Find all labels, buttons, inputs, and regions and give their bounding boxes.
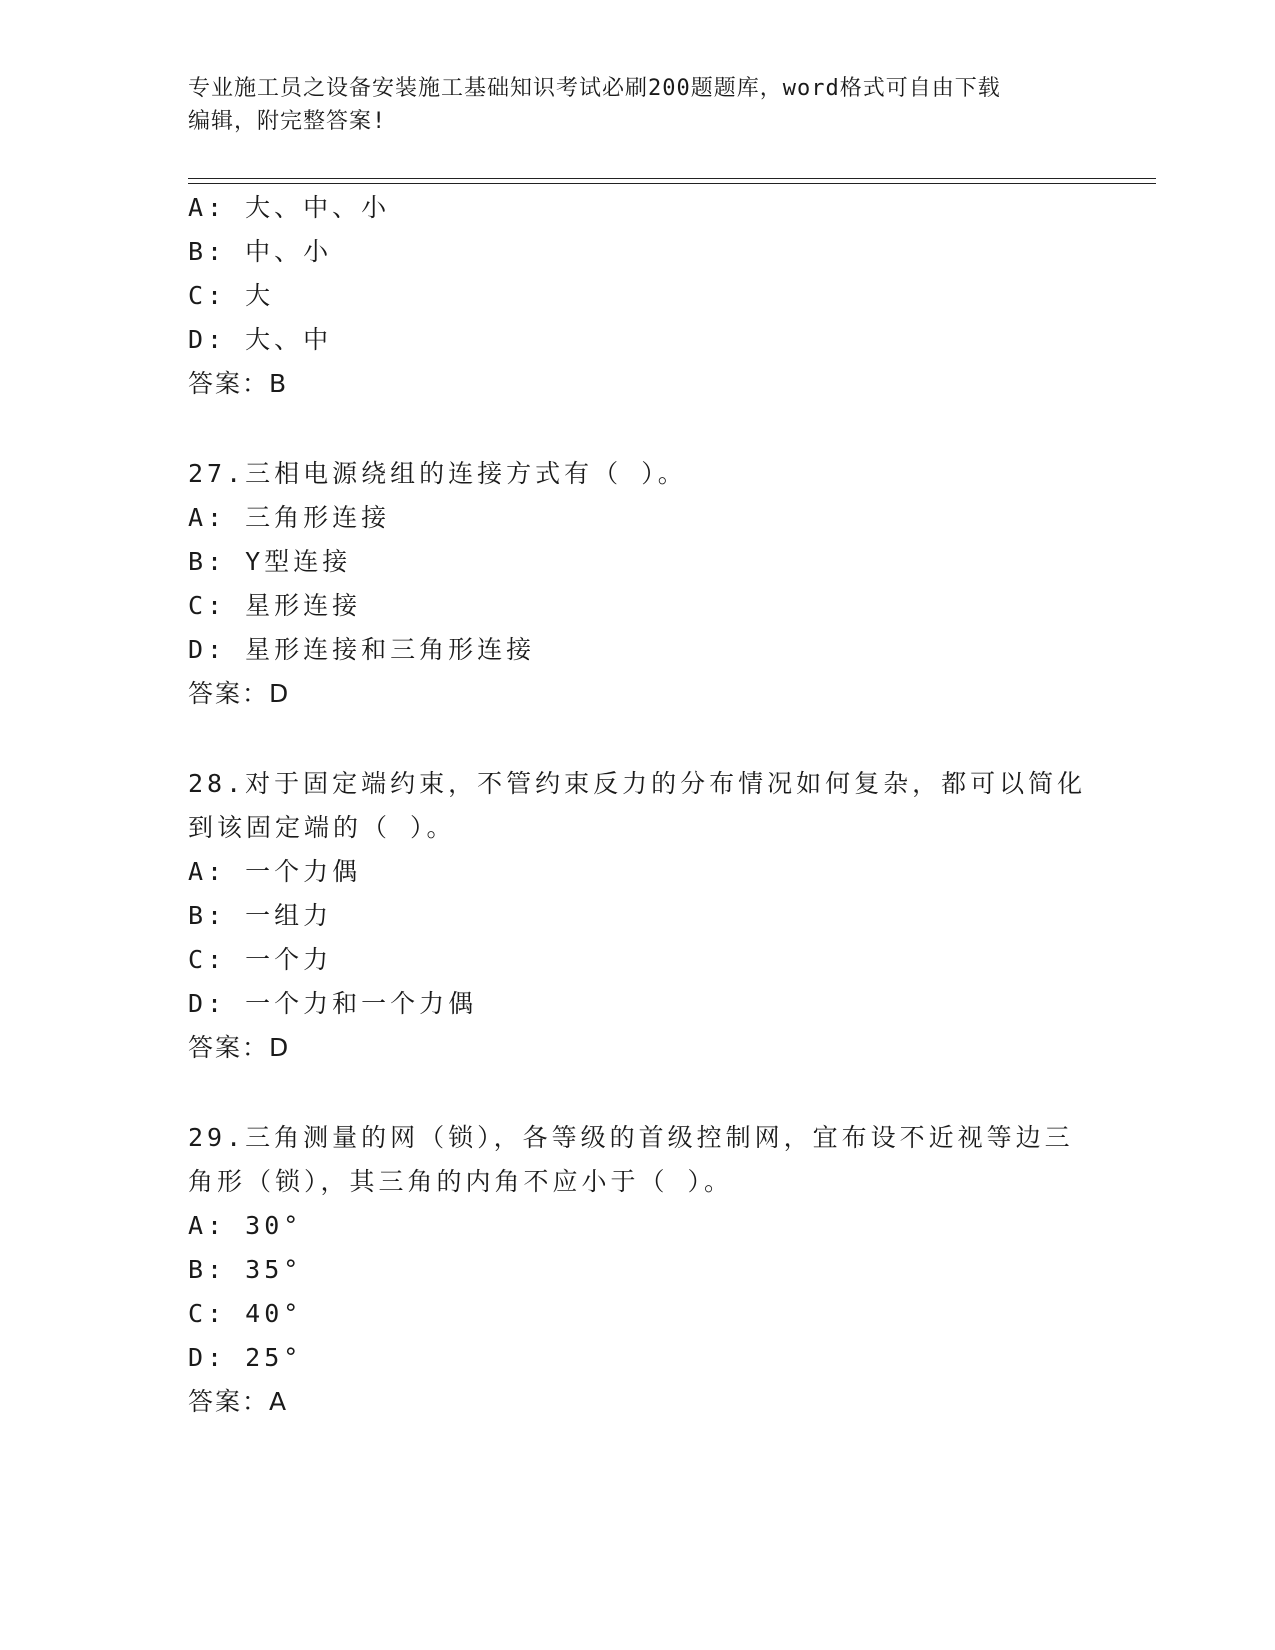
prev-option-d: D: 大、中 [188,325,333,354]
question-28-option-a: A: 一个力偶 [188,857,362,886]
question-28-text-line-1: 28.对于固定端约束，不管约束反力的分布情况如何复杂，都可以简化 [188,769,1087,798]
prev-option-a: A: 大、中、小 [188,193,391,222]
question-27-text: 27.三相电源绕组的连接方式有（ ）。 [188,459,687,488]
question-27-option-c: C: 星形连接 [188,591,362,620]
question-27-answer: 答案：D [188,679,291,708]
header-title-line-1: 专业施工员之设备安装施工基础知识考试必刷200题题库，word格式可自由下载 [188,76,1001,101]
question-28-text-line-2: 到该固定端的（ ）。 [188,813,456,842]
question-29-option-d: D: 25° [188,1343,303,1372]
question-28-option-b: B: 一组力 [188,901,333,930]
prev-option-b: B: 中、小 [188,237,333,266]
question-28-option-d: D: 一个力和一个力偶 [188,989,478,1018]
question-27-option-a: A: 三角形连接 [188,503,391,532]
question-29-text-line-2: 角形（锁），其三角的内角不应小于（ ）。 [188,1167,734,1196]
question-29-text-line-1: 29.三角测量的网（锁），各等级的首级控制网，宜布设不近视等边三 [188,1123,1074,1152]
prev-answer: 答案：B [188,369,289,398]
question-29-option-c: C: 40° [188,1299,303,1328]
question-28-answer: 答案：D [188,1033,291,1062]
prev-option-c: C: 大 [188,281,275,310]
question-29-option-b: B: 35° [188,1255,303,1284]
document-header [188,72,1088,138]
question-28-option-c: C: 一个力 [188,945,333,974]
header-divider-bottom [188,183,1156,184]
question-27-option-b: B: Y型连接 [188,547,352,576]
question-29-option-a: A: 30° [188,1211,303,1240]
question-29-answer: 答案：A [188,1387,289,1416]
question-27-option-d: D: 星形连接和三角形连接 [188,635,536,664]
header-divider-top [188,178,1156,179]
header-title-line-2: 编辑，附完整答案! [188,109,387,134]
